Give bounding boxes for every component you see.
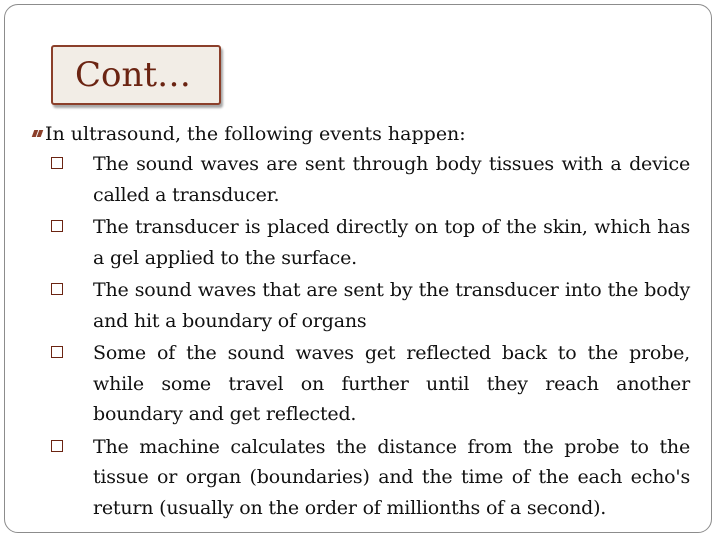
checkbox-bullet-icon bbox=[51, 440, 63, 452]
lead-line bbox=[33, 119, 653, 149]
list-item bbox=[45, 338, 690, 430]
lead-bullet-icon bbox=[33, 130, 43, 137]
list-item bbox=[45, 275, 690, 336]
lead-text: In ultrasound, the following events happen: bbox=[45, 123, 466, 145]
list-item-text: Some of the sound waves get reflected back to the probe, while some travel on further until they reach another boundary and get reflected. bbox=[93, 342, 690, 425]
list-item bbox=[45, 149, 690, 210]
checkbox-bullet-icon bbox=[51, 157, 63, 169]
list-item bbox=[45, 212, 690, 273]
title-box bbox=[51, 45, 221, 105]
slide-frame bbox=[4, 4, 712, 533]
slide-title: Cont… bbox=[75, 55, 192, 95]
list-item-text: The transducer is placed directly on top of the skin, which has a gel applied to the surface. bbox=[93, 216, 690, 269]
bullet-list bbox=[45, 149, 690, 525]
list-item bbox=[45, 432, 690, 524]
checkbox-bullet-icon bbox=[51, 346, 63, 358]
list-item-text: The machine calculates the distance from the probe to the tissue or organ (boundaries) and the time of the each echo's return (usually on the order of millionths of a second). bbox=[93, 435, 690, 519]
list-item-text: The sound waves that are sent by the transducer into the body and hit a boundary of organs bbox=[93, 279, 690, 332]
list-item-text: The sound waves are sent through body tissues with a device called a transducer. bbox=[93, 153, 690, 206]
checkbox-bullet-icon bbox=[51, 283, 63, 295]
checkbox-bullet-icon bbox=[51, 220, 63, 232]
